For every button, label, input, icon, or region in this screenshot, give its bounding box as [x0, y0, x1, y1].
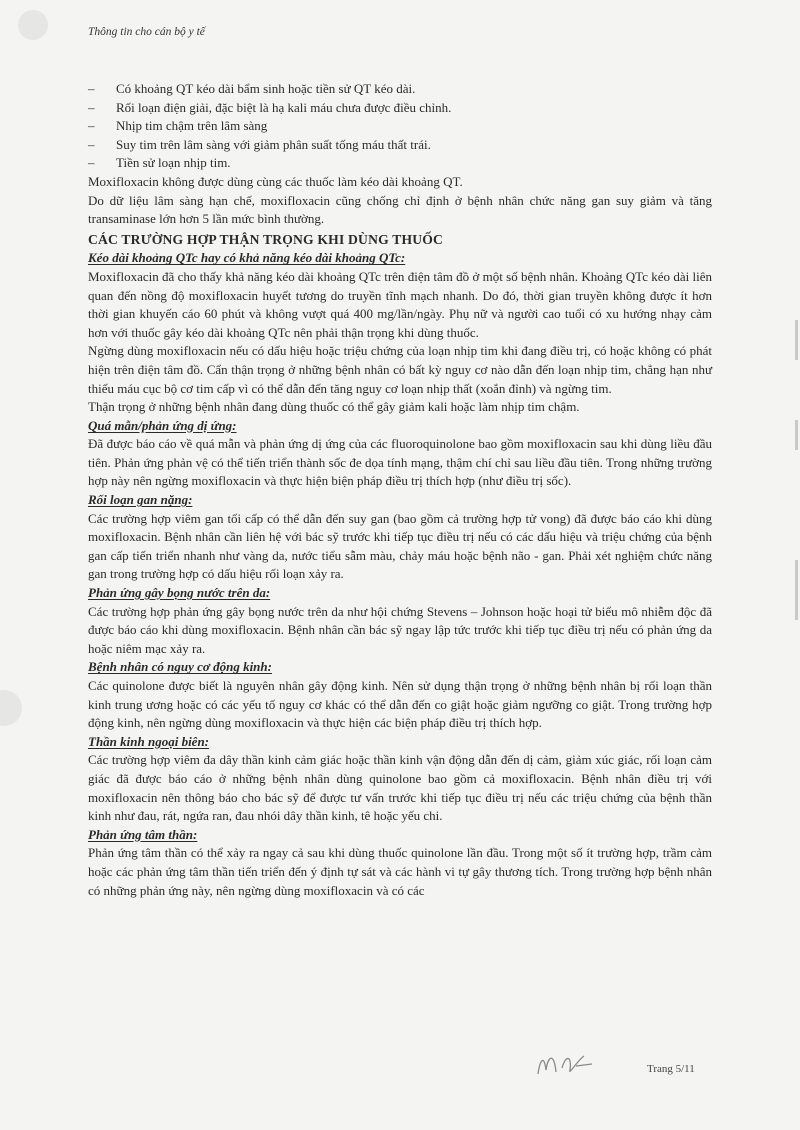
paragraph: Ngừng dùng moxifloxacin nếu có dấu hiệu hoặc triệu chứng của loạn nhịp tim khi đang điều trị, có hoặc không có phát hiện trên điện tâm đồ. Cẩn thận trọng ở những bệnh nhân có bất kỳ nguy cơ nào dẫn đến loạn nhịp tim, chẳng hạn như thiếu máu cục bộ cơ tim cấp vì có thể dẫn đến tăng nguy cơ loạn nhịp thất (xoắn đỉnh) và ngừng tim.	[88, 343, 712, 396]
paragraph: Các quinolone được biết là nguyên nhân gây động kinh. Nên sử dụng thận trọng ở những bệnh nhân bị rối loạn thần kinh trung ương hoặc có các yếu tố nguy cơ khác có thể dẫn đến co giật hoặc giảm ngưỡng co giật. Trong trường hợp động kinh, nên ngừng dùng moxifloxacin và thực hiện các biện pháp điều trị thích hợp.	[88, 678, 712, 731]
page-header: Thông tin cho cán bộ y tế	[88, 26, 205, 38]
section-heading: CÁC TRƯỜNG HỢP THẬN TRỌNG KHI DÙNG THUỐC	[88, 231, 444, 247]
subheading-skin: Phản ứng gây bọng nước trên da:	[88, 585, 271, 601]
subheading-allergy: Quá mẫn/phản ứng dị ứng:	[88, 417, 237, 433]
punch-hole-bottom	[0, 690, 22, 726]
list-item: – Tiền sử loạn nhịp tim.	[88, 154, 712, 173]
scan-edge-mark	[795, 420, 798, 450]
paragraph: Thận trọng ở những bệnh nhân đang dùng thuốc có thể gây giảm kali hoặc làm nhịp tim chậm.	[88, 399, 580, 415]
list-item: – Nhịp tim chậm trên lâm sàng	[88, 117, 712, 136]
list-item: – Có khoảng QT kéo dài bẩm sinh hoặc tiền sử QT kéo dài.	[88, 80, 712, 99]
paragraph: Các trường hợp phản ứng gây bọng nước trên da như hội chứng Stevens – Johnson hoặc hoại tử biểu mô nhiễm độc đã được báo cáo khi dùng moxifloxacin. Bệnh nhân cần bác sỹ ngay lập tức trước khi tiếp tục điều trị nếu có phản ứng da hoặc niêm mạc xảy ra.	[88, 603, 712, 656]
subheading-seizure: Bệnh nhân có nguy cơ động kinh:	[88, 659, 272, 675]
scan-edge-mark	[795, 560, 798, 620]
paragraph: Do dữ liệu lâm sàng hạn chế, moxifloxacin cũng chống chỉ định ở bệnh nhân chức năng gan suy giảm và tăng transaminase lớn hơn 5 lần mức bình thường.	[88, 192, 712, 227]
document-body	[88, 80, 712, 900]
paragraph: Các trường hợp viêm gan tối cấp có thể dẫn đến suy gan (bao gồm cả trường hợp tử vong) đã được báo cáo khi dùng moxifloxacin. Bệnh nhân cần liên hệ với bác sỹ trước khi tiếp tục điều trị nếu có các dấu hiệu và triệu chứng của bệnh gan cấp tiến triển nhanh như vàng da, nước tiểu sẫm màu, chảy máu hoặc bệnh não - gan. Phải xét nghiệm chức năng gan trong trường hợp có dấu hiệu rối loạn xảy ra.	[88, 510, 712, 582]
subheading-qtc: Kéo dài khoảng QTc hay có khả năng kéo dài khoảng QTc:	[88, 250, 406, 266]
handwritten-initials	[532, 1046, 602, 1082]
list-item: – Suy tim trên lâm sàng với giảm phân suất tống máu thất trái.	[88, 136, 712, 155]
paragraph: Moxifloxacin đã cho thấy khả năng kéo dài khoảng QTc trên điện tâm đồ ở một số bệnh nhân. Khoảng QTc kéo dài liên quan đến nồng độ moxifloxacin huyết tương do truyền tĩnh mạch nhanh. Do đó, thời gian truyền không được ít hơn thời gian khuyến cáo 60 phút và không vượt quá 400 mg/lần/ngày. Phụ nữ và người cao tuổi có xu hướng nhạy cảm hơn với thuốc gây kéo dài khoảng QTc nên phải thận trọng khi dùng thuốc.	[88, 268, 712, 340]
contraindication-list	[88, 80, 712, 173]
paragraph: Các trường hợp viêm đa dây thần kinh cảm giác hoặc thần kinh vận động dẫn đến dị cảm, giảm xúc giác, rối loạn cảm giác đã được báo cáo ở những bệnh nhân dùng quinolone bao gồm cả moxifloxacin. Bệnh nhân điều trị với moxifloxacin nên thông báo cho bác sỹ để được tư vấn trước khi tiếp tục điều trị nếu các triệu chứng của bệnh thần kinh như đau, rát, ngứa ran, đau nhói dây thần kinh, tê hoặc yếu chi.	[88, 752, 712, 824]
paragraph: Moxifloxacin không được dùng cùng các thuốc làm kéo dài khoảng QT.	[88, 173, 463, 189]
subheading-liver: Rối loạn gan nặng:	[88, 492, 193, 508]
paragraph: Phản ứng tâm thần có thể xảy ra ngay cả sau khi dùng thuốc quinolone lần đầu. Trong một số ít trường hợp, trầm cảm hoặc các phản ứng tâm thần tiến triển đến ý định tự sát và các hành vi tự gây thương tích. Trong trường hợp bệnh nhân có những phản ứng này, nên ngừng dùng moxifloxacin và có các	[88, 845, 712, 898]
paragraph: Đã được báo cáo về quá mẫn và phản ứng dị ứng của các fluoroquinolone bao gồm moxifloxacin sau khi dùng liều đầu tiên. Phản ứng phản vệ có thể tiến triển thành sốc đe dọa tính mạng, thậm chí chỉ sau liều đầu tiên. Trong những trường hợp này nên ngừng moxifloxacin và thực hiện biện pháp điều trị thích hợp (như điều trị sốc).	[88, 436, 712, 489]
scan-edge-mark	[795, 320, 798, 360]
punch-hole-top	[18, 10, 48, 40]
subheading-neuro: Thần kinh ngoại biên:	[88, 733, 210, 749]
list-item: – Rối loạn điện giải, đặc biệt là hạ kali máu chưa được điều chỉnh.	[88, 99, 712, 118]
page-number: Trang 5/11	[647, 1063, 695, 1075]
subheading-psych: Phản ứng tâm thần:	[88, 826, 198, 842]
